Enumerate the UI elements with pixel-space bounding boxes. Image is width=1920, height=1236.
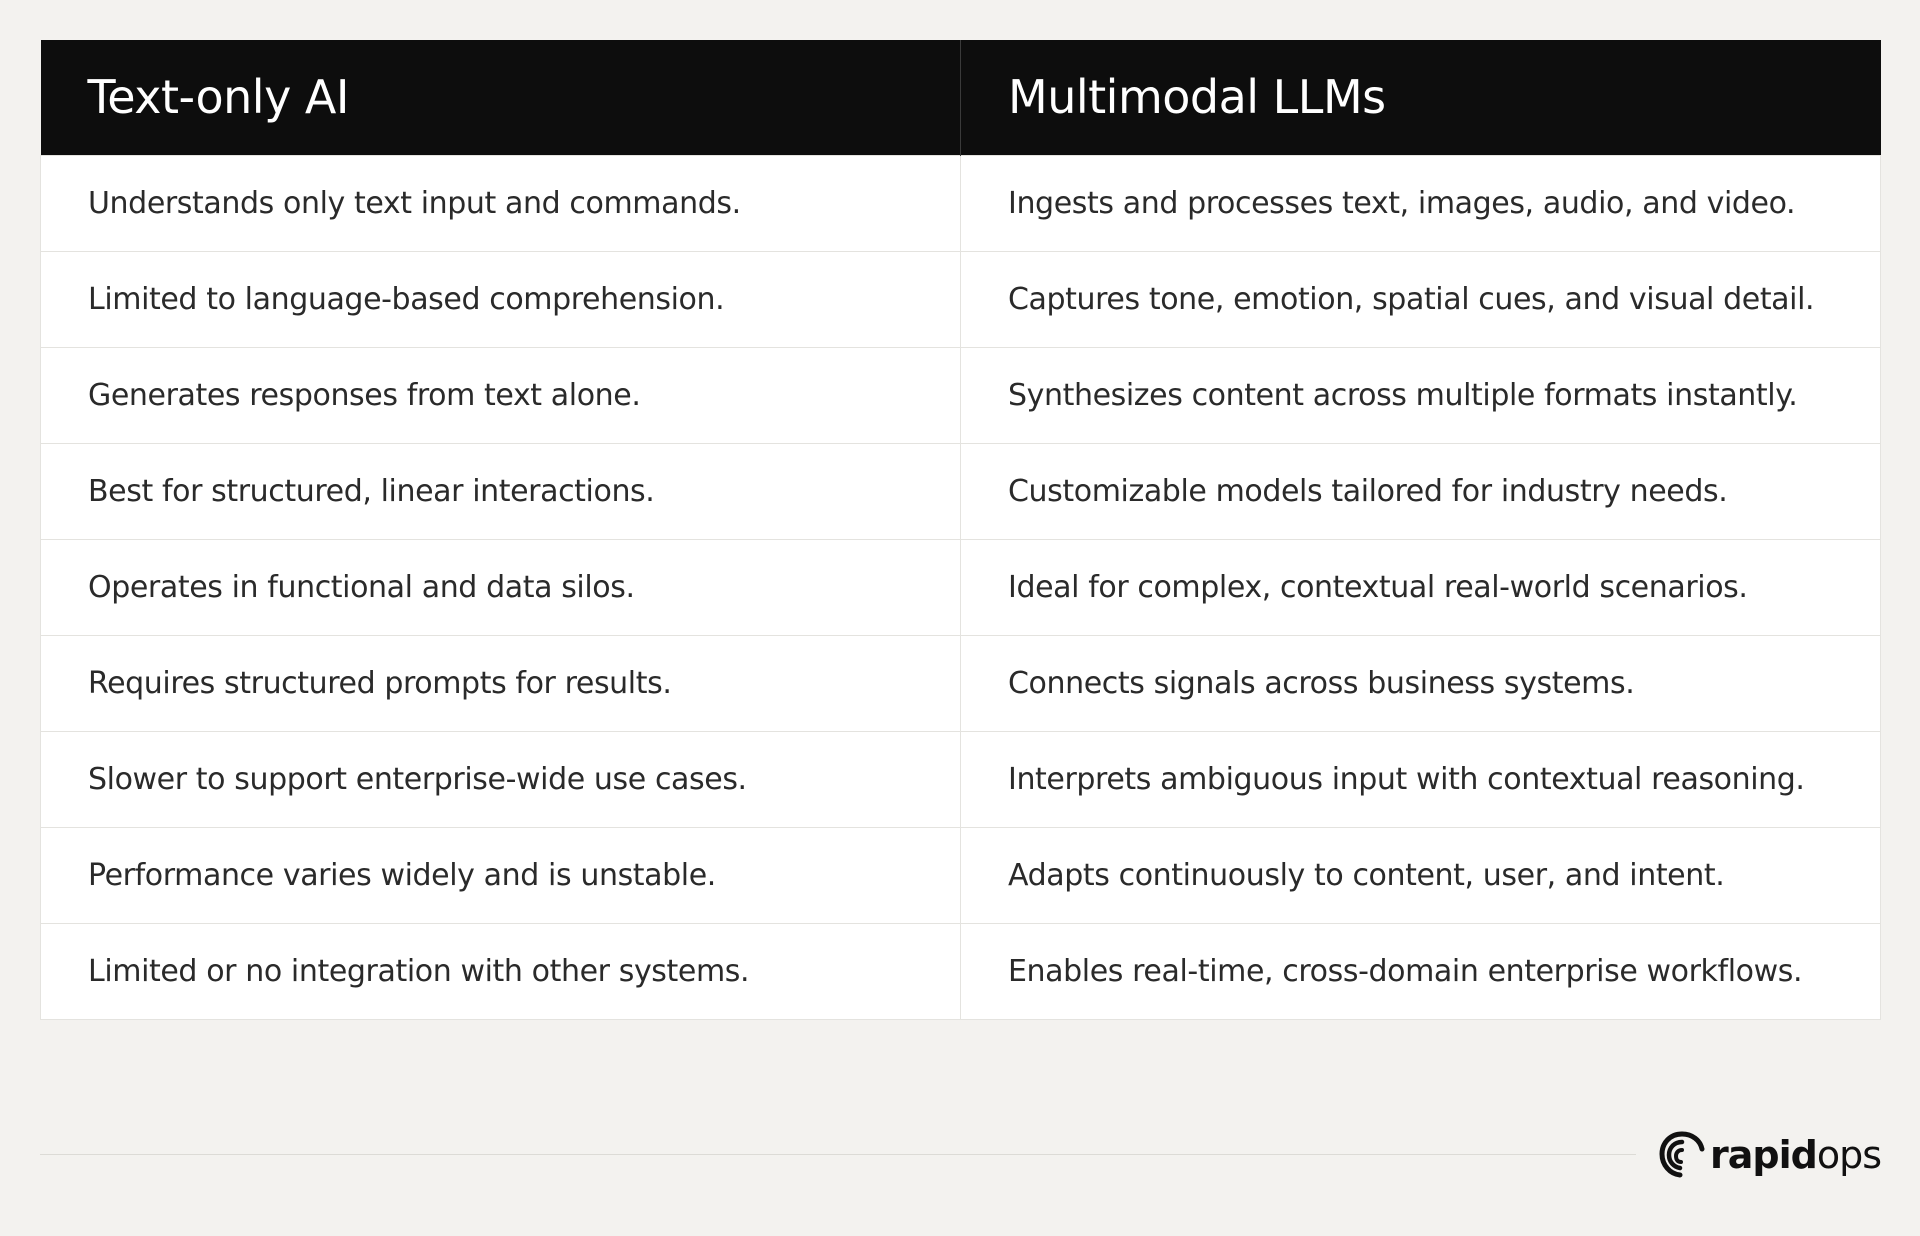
column-header-multimodal-llms: Multimodal LLMs [961, 40, 1881, 155]
multimodal-llms-cell: Interprets ambiguous input with contextual reasoning. [961, 731, 1881, 827]
brand-logo [1658, 1128, 1881, 1182]
table-row [41, 923, 1881, 1019]
table-row [41, 443, 1881, 539]
multimodal-llms-cell: Customizable models tailored for industry needs. [961, 443, 1881, 539]
table-header [41, 40, 1881, 155]
text-only-ai-cell: Limited to language-based comprehension. [41, 251, 961, 347]
table-row [41, 251, 1881, 347]
rapidops-swirl-logo-icon [1658, 1130, 1706, 1180]
table-row [41, 155, 1881, 251]
header-row [41, 40, 1881, 155]
brand-wordmark [1710, 1133, 1881, 1177]
multimodal-llms-cell: Captures tone, emotion, spatial cues, and visual detail. [961, 251, 1881, 347]
multimodal-llms-cell: Enables real-time, cross-domain enterprise workflows. [961, 923, 1881, 1019]
text-only-ai-cell: Performance varies widely and is unstable. [41, 827, 961, 923]
multimodal-llms-cell: Ingests and processes text, images, audio, and video. [961, 155, 1881, 251]
text-only-ai-cell: Generates responses from text alone. [41, 347, 961, 443]
multimodal-llms-cell: Synthesizes content across multiple formats instantly. [961, 347, 1881, 443]
footer-divider [40, 1154, 1636, 1155]
table-row [41, 635, 1881, 731]
multimodal-llms-cell: Adapts continuously to content, user, and intent. [961, 827, 1881, 923]
table-body [41, 155, 1881, 1019]
multimodal-llms-cell: Ideal for complex, contextual real-world scenarios. [961, 539, 1881, 635]
table-row [41, 731, 1881, 827]
comparison-table [40, 40, 1881, 1020]
text-only-ai-cell: Requires structured prompts for results. [41, 635, 961, 731]
text-only-ai-cell: Best for structured, linear interactions. [41, 443, 961, 539]
table-row [41, 539, 1881, 635]
text-only-ai-cell: Understands only text input and commands. [41, 155, 961, 251]
text-only-ai-cell: Operates in functional and data silos. [41, 539, 961, 635]
brand-name-light: ops [1816, 1133, 1881, 1177]
text-only-ai-cell: Slower to support enterprise-wide use cases. [41, 731, 961, 827]
table-row [41, 827, 1881, 923]
brand-name-bold: rapid [1710, 1133, 1817, 1177]
multimodal-llms-cell: Connects signals across business systems. [961, 635, 1881, 731]
table-row [41, 347, 1881, 443]
column-header-text-only-ai: Text-only AI [41, 40, 961, 155]
text-only-ai-cell: Limited or no integration with other systems. [41, 923, 961, 1019]
